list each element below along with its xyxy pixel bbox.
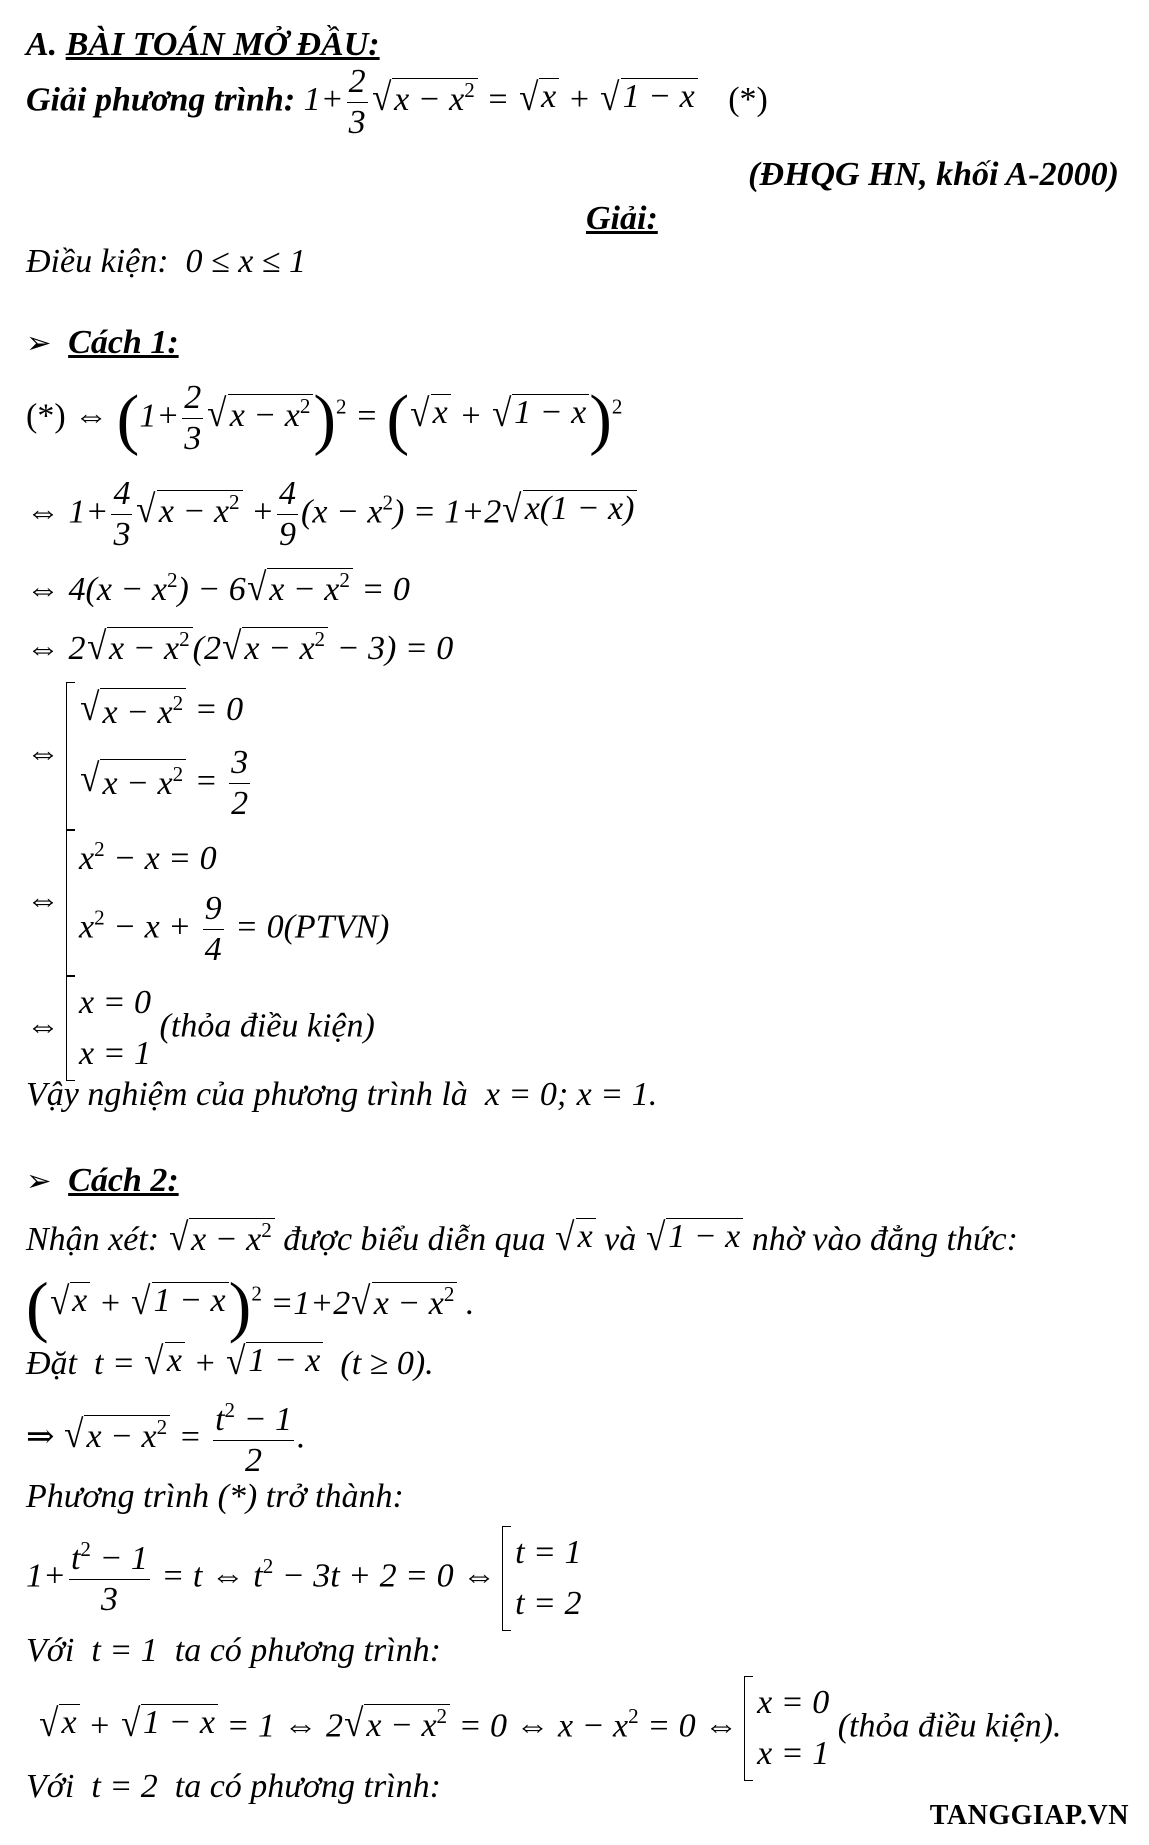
problem-statement <box>26 62 768 143</box>
method1-step2: ⇔ 1+ $\frac{4}{3}$ √ $x - x^2$ + $\frac{4}{9}$ $(x - x^2) = 1+2$ √ x(1 − x) <box>26 474 637 555</box>
method1-heading <box>26 326 179 360</box>
method2-identity: ( √ x + √ 1 − x )$^2$ =1+2 √ $x - x^2$ . <box>26 1268 475 1344</box>
remark-text-c: và <box>604 1221 637 1258</box>
method2-substitution: Đặt t = √ x + √ 1 − x (t ≥ 0). <box>26 1340 434 1383</box>
method1-step6: ⇔ $x^2 - x = 0$ $x^2 - x$ + $\frac{9}{4}$ = 0(PTVN) <box>26 830 389 976</box>
method1-step7: ⇔ x = 0 x = 1 (thỏa điều kiện) <box>26 976 375 1081</box>
site-watermark: TANGGIAP.VN <box>929 1800 1129 1831</box>
method1-conclusion: Vậy nghiệm của phương trình là x = 0; x = 1. <box>26 1076 658 1113</box>
with-suffix-2: ta có phương trình: <box>174 1768 441 1805</box>
method1-step5: ⇔ √ $x - x^2$ = 0 √ $x - x^2$ = $\frac{3}{2}$ <box>26 682 253 830</box>
problem-source: (ĐHQG HN, khối A-2000) <box>748 156 1119 193</box>
with-label-1: Với <box>26 1632 75 1669</box>
arrow-bullet-icon: ➢ <box>26 1164 52 1198</box>
remark-text-b: được biểu diễn qua <box>283 1221 546 1258</box>
condition-expression: 0 ≤ x ≤ 1 <box>177 243 306 280</box>
condition-ok-note: (thỏa điều kiện) <box>159 1007 375 1045</box>
method2-title: Cách 2: <box>68 1162 179 1199</box>
remark-text-d: nhờ vào đẳng thức: <box>751 1221 1018 1258</box>
ptvn-note: 0(PTVN) <box>266 907 390 945</box>
method1-step1: (*) ⇔ (1+ $\frac{2}{3}$ √ $x - x^2$ )$^2$ = ( √ x + √ 1 − x )$^2$ <box>26 379 623 458</box>
section-heading <box>26 28 380 62</box>
method2-case1-equation: √ x + √ 1 − x = 1 ⇔ 2 √ $x - x^2$ = 0 ⇔ $x - x^2 = 0$ ⇔ x = 0 x = 1 (thỏa điều kiện). <box>38 1676 1061 1781</box>
remark-text-a: Nhận xét: <box>26 1221 160 1258</box>
method1-step4: ⇔ 2 √ $x - x^2$ (2 √ $x - x^2$ − 3) = 0 <box>26 625 454 668</box>
method2-becomes: Phương trình (*) trở thành: <box>26 1478 404 1515</box>
conclusion-text: Vậy nghiệm của phương trình là <box>26 1076 468 1113</box>
with-suffix-1: ta có phương trình: <box>174 1632 441 1669</box>
problem-equation: 1+ $\frac{2}{3}$ √ $x - x^2$ = √ x + √ 1 − x <box>304 81 707 118</box>
condition-ok-note-2: (thỏa điều kiện). <box>837 1707 1062 1745</box>
method2-equation-t: 1+ $\frac{t^2 - 1}{3}$ = t ⇔ $t^2 - 3t + 2 = 0$ ⇔ t = 1 t = 2 <box>26 1526 581 1631</box>
method1-step3: ⇔ $4(x - x^2) - 6$ √ $x - x^2$ = 0 <box>26 566 410 609</box>
heading-title: BÀI TOÁN MỞ ĐẦU: <box>65 26 380 63</box>
method2-case2-intro: Với t = 2 ta có phương trình: <box>26 1768 441 1805</box>
method2-case1-intro: Với t = 1 ta có phương trình: <box>26 1632 441 1669</box>
heading-prefix: A. <box>26 26 58 63</box>
method1-title: Cách 1: <box>68 324 179 361</box>
method2-remark: Nhận xét: √ $x - x^2$ được biểu diễn qua √ x và √ 1 − x nhờ vào đẳng thức: <box>26 1216 1018 1259</box>
equation-tag: (*) <box>728 81 768 119</box>
method2-heading <box>26 1164 179 1198</box>
condition-line <box>26 245 306 279</box>
solution-label: Giải: <box>586 200 658 237</box>
problem-label: Giải phương trình: <box>26 81 296 119</box>
arrow-bullet-icon: ➢ <box>26 326 52 360</box>
set-label: Đặt <box>26 1345 77 1382</box>
with-label-2: Với <box>26 1768 75 1805</box>
method2-derived: ⇒ √ $x - x^2$ = $\frac{t^2 - 1}{2}$ . <box>26 1398 306 1480</box>
condition-label: Điều kiện: <box>26 243 169 280</box>
